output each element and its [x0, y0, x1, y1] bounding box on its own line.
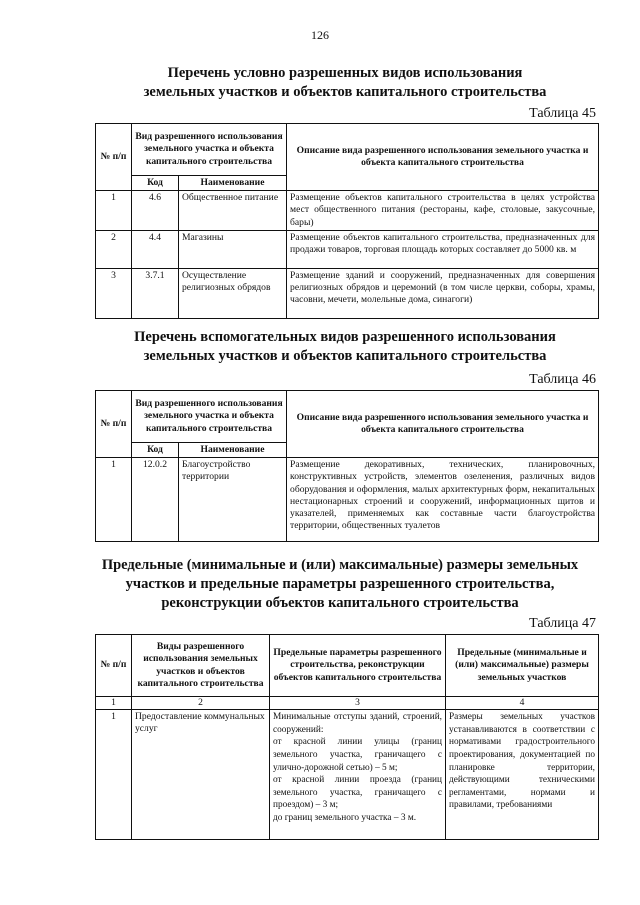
section3-title-line: реконструкции объектов капитального строительства: [161, 595, 519, 611]
row-type: Предоставление коммунальных услуг: [132, 710, 270, 840]
col-number: 1: [96, 697, 132, 710]
params-line: от красной линии улицы (границ земельного участка, граничащего с улично-дорожной сетью) – 5 м;: [273, 737, 442, 773]
header-group: Вид разрешенного использования земельного участка и объекта капитального строительства: [132, 124, 287, 176]
section2-title: [90, 328, 600, 366]
col-number: 2: [132, 697, 270, 710]
table-row: [96, 268, 599, 318]
row-num: 1: [96, 710, 132, 840]
row-name: Осуществление религиозных обрядов: [179, 268, 287, 318]
table-45: [95, 123, 599, 319]
row-code: 3.7.1: [132, 268, 179, 318]
table-47: [95, 634, 599, 840]
section3-title-line: участков и предельные параметры разрешенного строительства,: [125, 576, 555, 592]
table46-caption: Таблица 46: [529, 372, 596, 387]
section2-title-line: земельных участков и объектов капитального строительства: [143, 348, 547, 364]
header-sizes: Предельные (минимальные и (или) максимальные) размеры земельных участков: [446, 635, 599, 697]
table45-caption: Таблица 45: [529, 106, 596, 121]
header-num: № п/п: [96, 391, 132, 458]
header-num: № п/п: [96, 124, 132, 191]
row-num: 1: [96, 458, 132, 542]
section1-title: [90, 64, 600, 102]
table-row: [96, 458, 599, 542]
table-row: [96, 230, 599, 268]
section3-title: [60, 556, 620, 613]
table-row: [96, 710, 599, 840]
section3-title-line: Предельные (минимальные и (или) максимальные) размеры земельных: [101, 557, 579, 573]
col-number: 3: [270, 697, 446, 710]
column-number-row: [96, 697, 599, 710]
params-line: до границ земельного участка – 3 м.: [273, 812, 417, 823]
header-name: Наименование: [179, 443, 287, 458]
col-number: 4: [446, 697, 599, 710]
header-code: Код: [132, 176, 179, 191]
row-code: 12.0.2: [132, 458, 179, 542]
row-name: Магазины: [179, 230, 287, 268]
row-code: 4.4: [132, 230, 179, 268]
row-num: 2: [96, 230, 132, 268]
header-num: № п/п: [96, 635, 132, 697]
row-description: Размещение зданий и сооружений, предназначенных для совершения религиозных обрядов и церемоний (в том числе церкви, соборы, храмы, часовни, мечети, молельные дома, синагоги): [287, 268, 599, 318]
table47-caption: Таблица 47: [529, 616, 596, 631]
header-code: Код: [132, 443, 179, 458]
row-params: [270, 710, 446, 840]
params-line: Минимальные отступы зданий, строений, сооружений:: [273, 712, 442, 735]
header-params: Предельные параметры разрешенного строительства, реконструкции объектов капитального строительства: [270, 635, 446, 697]
row-num: 1: [96, 191, 132, 231]
header-types: Виды разрешенного использования земельных участков и объектов капитального строительства: [132, 635, 270, 697]
section1-title-line: Перечень условно разрешенных видов использования: [167, 65, 523, 81]
page-number: 126: [311, 28, 329, 42]
table-46: [95, 390, 599, 542]
row-name: Общественное питание: [179, 191, 287, 231]
row-num: 3: [96, 268, 132, 318]
row-sizes: Размеры земельных участков устанавливаются в соответствии с нормативами градостроительного проектирования, документацией по планировке территории, действующими техническими регламентами, нормами и правилами, требованиями: [446, 710, 599, 840]
row-description: Размещение объектов капитального строительства в целях устройства мест общественного питания (рестораны, кафе, столовые, закусочные, бары): [287, 191, 599, 231]
params-line: от красной линии проезда (границ земельного участка, граничащего с проездом) – 3 м;: [273, 775, 442, 811]
row-description: Размещение декоративных, технических, планировочных, конструктивных устройств, элементов озеленения, различных видов оборудования и оформления, малых архитектурных форм, некапитальных нестационарных строений и сооружений, информационных щитов и указателей, применяемых как составные части благоустройства территории, общественных туалетов: [287, 458, 599, 542]
row-name: Благоустройство территории: [179, 458, 287, 542]
header-group: Вид разрешенного использования земельного участка и объекта капитального строительства: [132, 391, 287, 443]
header-description: Описание вида разрешенного использования земельного участка и объекта капитального строительства: [287, 124, 599, 191]
section2-title-line: Перечень вспомогательных видов разрешенного использования: [134, 329, 556, 345]
table-row: [96, 191, 599, 231]
row-code: 4.6: [132, 191, 179, 231]
section1-title-line: земельных участков и объектов капитального строительства: [143, 84, 547, 100]
row-description: Размещение объектов капитального строительства, предназначенных для продажи товаров, торговая площадь которых составляет до 5000 кв. м: [287, 230, 599, 268]
header-description: Описание вида разрешенного использования земельного участка и объекта капитального строительства: [287, 391, 599, 458]
header-name: Наименование: [179, 176, 287, 191]
